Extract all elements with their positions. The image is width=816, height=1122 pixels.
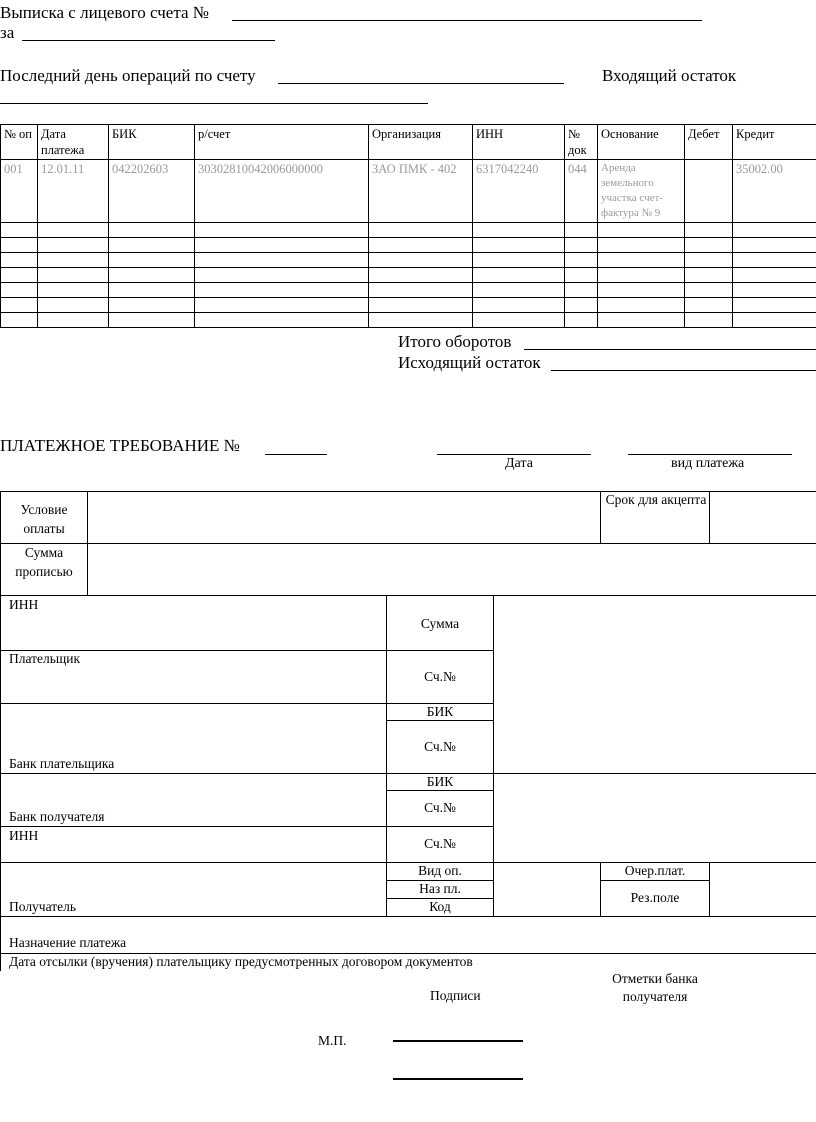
signatures-label: Подписи xyxy=(430,988,481,1003)
bank-marks-label: Отметки банка получателя xyxy=(612,971,698,1004)
column-header: Дебет xyxy=(685,125,733,160)
table-cell[interactable]: Аренда земельного участка счет-фактура № 9 xyxy=(598,160,685,223)
statement-title: Выписка с лицевого счета № xyxy=(0,3,209,22)
recipient-label: Получатель xyxy=(9,899,77,914)
recipient-inn-label: ИНН xyxy=(9,828,39,843)
table-cell[interactable]: 044 xyxy=(565,160,598,223)
table-cell[interactable]: ЗАО ПМК - 402 xyxy=(369,160,473,223)
payment-purpose-code-label: Наз пл. xyxy=(419,881,461,896)
table-row-empty xyxy=(1,268,816,283)
column-header: Организация xyxy=(369,125,473,160)
closing-balance-label: Исходящий остаток xyxy=(398,353,541,372)
turnover-label: Итого оборотов xyxy=(398,332,512,351)
recipient-bank-bik-label: БИК xyxy=(426,774,454,789)
payer-bank-label: Банк плательщика xyxy=(9,756,115,771)
payment-type-field[interactable] xyxy=(628,454,792,455)
amount-in-words-label: Сумма прописью xyxy=(15,545,73,579)
stamp-label: М.П. xyxy=(318,1033,347,1048)
recipient-account-label: Сч.№ xyxy=(424,836,456,851)
table-cell[interactable]: 6317042240 xyxy=(473,160,565,223)
payer-bank-account-label: Сч.№ xyxy=(424,739,456,754)
table-row-empty xyxy=(1,223,816,238)
table-row-empty xyxy=(1,298,816,313)
recipient-bank-label: Банк получателя xyxy=(9,809,105,824)
column-header: р/счет xyxy=(195,125,369,160)
table-row xyxy=(1,160,816,223)
statement-number-field[interactable] xyxy=(232,20,702,21)
statement-period-field[interactable] xyxy=(22,40,275,41)
statement-period-label: за xyxy=(0,23,15,42)
docs-sent-date-label: Дата отсылки (вручения) плательщику предусмотренных договором документов xyxy=(9,954,473,969)
reserve-field-label: Рез.поле xyxy=(630,890,680,905)
acceptance-term-label: Срок для акцепта xyxy=(605,492,707,507)
code-label: Код xyxy=(429,899,451,914)
statement-table xyxy=(0,124,816,328)
table-row-empty xyxy=(1,238,816,253)
table-cell[interactable]: 042202603 xyxy=(109,160,195,223)
column-header: № док xyxy=(565,125,598,160)
payment-request-title: ПЛАТЕЖНОЕ ТРЕБОВАНИЕ № xyxy=(0,436,240,455)
payer-account-label: Сч.№ xyxy=(424,669,456,684)
column-header: ИНН xyxy=(473,125,565,160)
signature-line[interactable] xyxy=(393,1040,523,1042)
payer-inn-label: ИНН xyxy=(9,597,39,612)
column-header: Кредит xyxy=(733,125,816,160)
column-header: № оп xyxy=(1,125,38,160)
signature-line[interactable] xyxy=(393,1078,523,1080)
column-header: БИК xyxy=(109,125,195,160)
recipient-bank-account-label: Сч.№ xyxy=(424,800,456,815)
payment-terms-label: Условие оплаты xyxy=(20,502,68,536)
amount-label: Сумма xyxy=(420,616,460,631)
payment-purpose-label: Назначение платежа xyxy=(9,935,127,950)
table-row-empty xyxy=(1,313,816,328)
column-header: Дата платежа xyxy=(38,125,109,160)
date-field[interactable] xyxy=(437,454,591,455)
payment-type-label: вид платежа xyxy=(671,456,745,471)
table-header-row xyxy=(1,125,816,160)
table-row-empty xyxy=(1,253,816,268)
table-cell[interactable]: 001 xyxy=(1,160,38,223)
table-row-empty xyxy=(1,283,816,298)
date-label: Дата xyxy=(505,456,533,471)
turnover-field[interactable] xyxy=(524,349,816,350)
payer-label: Плательщик xyxy=(9,651,81,666)
column-header: Основание xyxy=(598,125,685,160)
table-cell[interactable] xyxy=(685,160,733,223)
closing-balance-field[interactable] xyxy=(551,370,816,371)
payment-priority-label: Очер.плат. xyxy=(624,863,686,878)
payer-bank-bik-label: БИК xyxy=(426,704,454,719)
operation-type-label: Вид оп. xyxy=(418,863,462,878)
table-cell[interactable]: 30302810042006000000 xyxy=(195,160,369,223)
opening-balance-label: Входящий остаток xyxy=(602,66,737,85)
table-cell[interactable]: 12.01.11 xyxy=(38,160,109,223)
opening-balance-field[interactable] xyxy=(0,103,428,104)
table-cell[interactable]: 35002.00 xyxy=(733,160,816,223)
last-day-field[interactable] xyxy=(278,83,564,84)
last-day-label: Последний день операций по счету xyxy=(0,66,256,85)
payment-request-number-field[interactable] xyxy=(265,454,327,455)
